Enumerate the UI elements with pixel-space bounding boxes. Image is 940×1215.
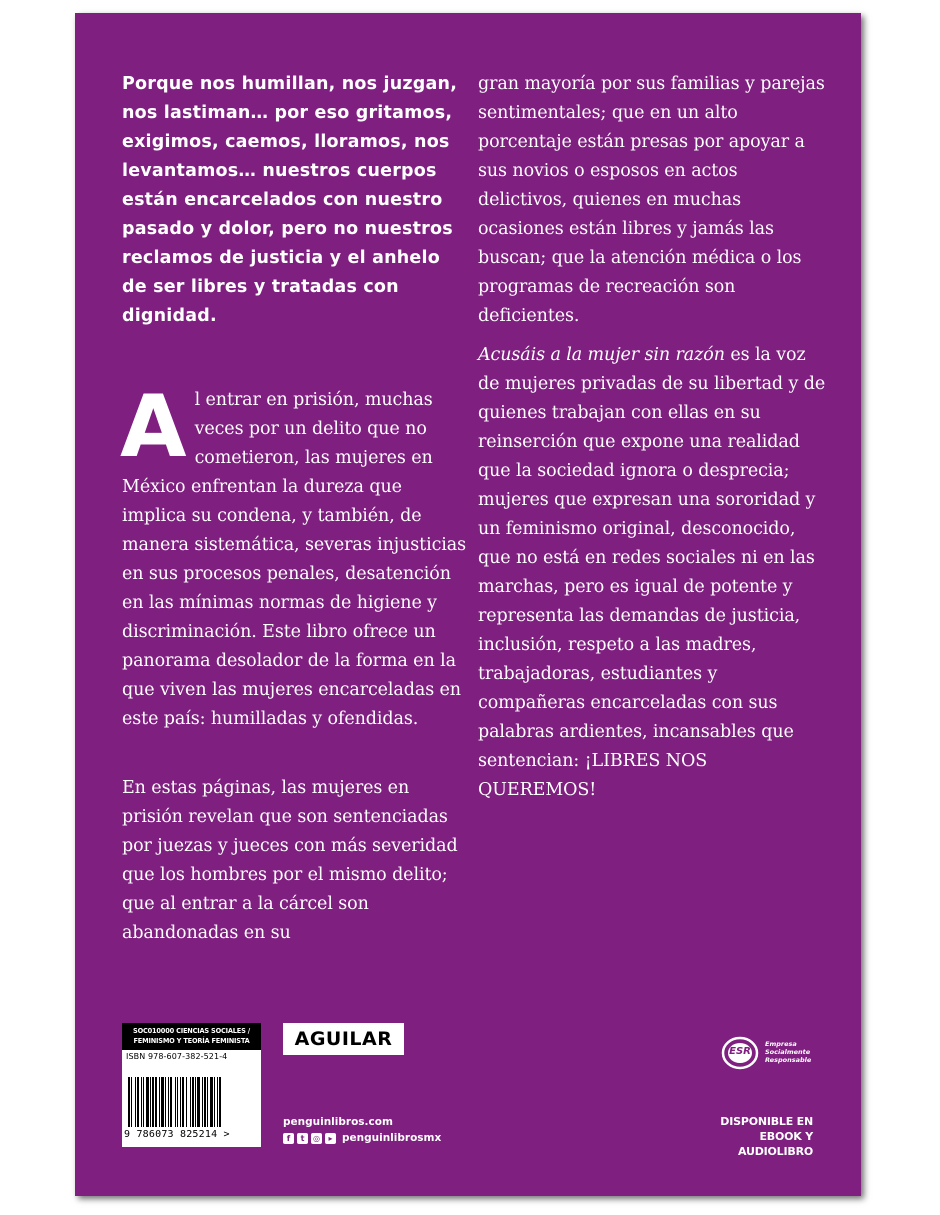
instagram-icon: ◎	[311, 1133, 322, 1144]
barcode-box	[122, 1023, 261, 1147]
barcode-bar	[210, 1077, 213, 1127]
availability-line-1: DISPONIBLE EN	[720, 1115, 813, 1128]
back-cover	[75, 13, 861, 1196]
barcode-bar	[170, 1077, 172, 1127]
isbn-number: ISBN 978-607-382-521-4	[126, 1052, 228, 1061]
bisac-line-1: SOC010000 CIENCIAS SOCIALES /	[133, 1027, 250, 1035]
availability-line-2: EBOOK Y AUDIOLIBRO	[738, 1130, 813, 1158]
barcode-bar	[175, 1077, 176, 1127]
bisac-category	[122, 1023, 261, 1050]
barcode-bar	[202, 1077, 203, 1127]
youtube-icon: ▸	[325, 1133, 336, 1144]
esr-line-3: Responsable	[765, 1056, 812, 1064]
availability-note	[703, 1114, 813, 1159]
paragraph-book-summary-text: es la voz de mujeres privadas de su libertad y de quienes trabajan con ellas en su reinserción que expone una realidad que la sociedad ignora o desprecia; mujeres que expresan una sororidad y un feminismo original, desconocido, que no está en redes sociales ni en las marchas, pero es igual de potente y representa las demandas de justicia, inclusión, respeto a las madres, trabajadoras, estudiantes y compañeras encarceladas con sus palabras ardientes, incansables que sentencian: ¡LIBRES NOS QUEREMOS!	[478, 345, 826, 800]
drop-cap: A	[120, 377, 187, 477]
barcode-bar	[143, 1077, 144, 1127]
barcode-digits: 9 786073 825214 >	[124, 1129, 230, 1140]
publisher-logo: AGUILAR	[283, 1023, 404, 1055]
paragraph-pages: En estas páginas, las mujeres en prisión revelan que son sentenciadas por juezas y jueces con más severidad que los hombres por el mismo delito; que al entrar a la cárcel son abandonadas en su	[122, 778, 458, 943]
barcode-bar	[168, 1077, 169, 1127]
barcode-bar	[165, 1077, 166, 1127]
barcode-bar	[155, 1077, 157, 1127]
barcode-bar	[128, 1077, 130, 1127]
paragraph-intro	[120, 377, 467, 734]
bisac-line-2: FEMINISMO Y TEORÍA FEMINISTA	[133, 1037, 250, 1045]
barcode-bar	[152, 1077, 154, 1127]
barcode-bar	[131, 1077, 132, 1127]
social-handle: penguinlibrosmx	[342, 1132, 442, 1144]
barcode-bar	[180, 1077, 181, 1127]
barcode-bar	[219, 1077, 221, 1127]
barcode-bar	[207, 1077, 208, 1127]
barcode-bar	[146, 1077, 149, 1127]
facebook-icon: f	[283, 1133, 294, 1144]
barcode-bar	[150, 1077, 151, 1127]
barcode-bar	[135, 1077, 136, 1127]
barcode-bar	[217, 1077, 218, 1127]
lede-quote: Porque nos humillan, nos juzgan, nos lastiman… por eso gritamos, exigimos, caemos, lloramos, nos levantamos… nuestros cuerpos están encarcelados con nuestro pasado y dolor, pero no nuestros reclamos de justicia y el anhelo de ser libres y tratadas con dignidad.	[122, 74, 458, 326]
barcode-bar	[195, 1077, 196, 1127]
social-links	[283, 1132, 441, 1144]
barcode-bar	[141, 1077, 142, 1127]
barcode-bar	[177, 1077, 178, 1127]
barcode-bar	[159, 1077, 160, 1127]
paragraph-book-summary	[478, 341, 828, 805]
paragraph-intro-text: l entrar en prisión, muchas veces por un delito que no cometieron, las mujeres en México enfrentan la dureza que implica su condena, y también, de manera sistemática, severas injusticias en sus procesos penales, desatención en las mínimas normas de higiene y discriminación. Este libro ofrece un panorama desolador de la forma en la que viven las mujeres encarceladas en este país: humilladas y ofendidas.	[122, 390, 466, 729]
barcode-bar	[186, 1077, 187, 1127]
barcode-bar	[214, 1077, 215, 1127]
barcode-bar	[192, 1077, 194, 1127]
esr-text	[765, 1040, 811, 1064]
barcode-bar	[137, 1077, 139, 1127]
esr-line-2: Socialmente	[765, 1048, 811, 1056]
barcode-bar	[204, 1077, 206, 1127]
barcode-bar	[197, 1077, 200, 1127]
book-title: Acusáis a la mujer sin razón	[478, 345, 725, 365]
barcode-icon	[128, 1077, 254, 1127]
website-link: penguinlibros.com	[283, 1116, 393, 1128]
esr-badge: ESR	[729, 1046, 751, 1057]
twitter-icon: t	[297, 1133, 308, 1144]
esr-line-1: Empresa	[765, 1040, 797, 1048]
barcode-bar	[182, 1077, 184, 1127]
barcode-bar	[161, 1077, 164, 1127]
paragraph-pages-continued: gran mayoría por sus familias y parejas sentimentales; que en un alto porcentaje están presas por apoyar a sus novios o esposos en actos delictivos, quienes en muchas ocasiones están libres y jamás las buscan; que la atención médica o los programas de recreación son deficientes.	[478, 74, 825, 326]
barcode-bar	[190, 1077, 191, 1127]
